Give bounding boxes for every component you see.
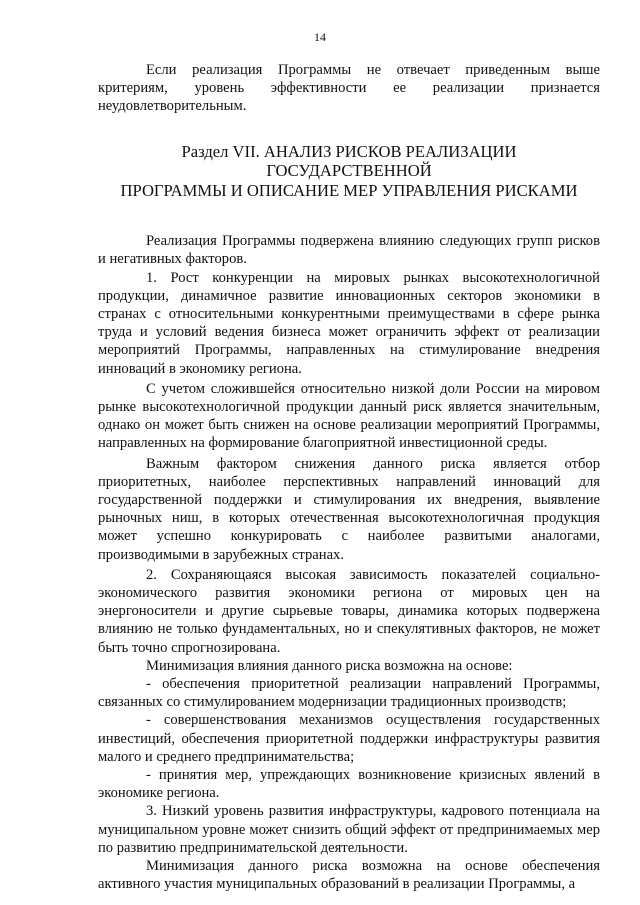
paragraph: Минимизация влияния данного риска возможна на основе:	[146, 657, 513, 674]
paragraph: Минимизация данного риска возможна на основе обеспечения активного участия муниципальных образований в реализации Программы, а	[98, 858, 600, 893]
list-item: - обеспечения приоритетной реализации направлений Программы, связанных со стимулированием модернизации традиционных производств;	[98, 675, 600, 711]
paragraph: 1. Рост конкуренции на мировых рынках высокотехнологичной продукции, динамичное развитие инновационных секторов экономики в странах с относительными конкурентными преимуществами в сфере рынка труда и условий ведения бизнеса может ограничить эффект от реализации мероприятий Программы, направленных на стимулирование внедрения инноваций в экономику региона.	[98, 269, 600, 377]
section-heading-line: ПРОГРАММЫ И ОПИСАНИЕ МЕР УПРАВЛЕНИЯ РИСКАМИ	[120, 180, 578, 200]
paragraph: 3. Низкий уровень развития инфраструктуры, кадрового потенциала на муниципальном уровне может снизить общий эффект от предпринимаемых мер по развитию предпринимательской деятельности.	[98, 803, 600, 856]
document-body	[98, 61, 600, 893]
paragraph: 2. Сохраняющаяся высокая зависимость показателей социально-экономического развития экономики региона от мировых цен на энергоносители и другие сырьевые товары, динамика которых подвержена влиянию не только фундаментальных, но и спекулятивных факторов, не может быть точно спрогнозирована.	[98, 566, 600, 656]
paragraph: Важным фактором снижения данного риска является отбор приоритетных, наиболее перспективных направлений инноваций для государственной поддержки и стимулирования их внедрения, выявление рыночных ниш, в которых отечественная высокотехнологичная продукция может успешно конкурировать с наиболее развитыми аналогами, производимыми в зарубежных странах.	[98, 455, 600, 563]
section-heading-line: ГОСУДАРСТВЕННОЙ	[266, 161, 432, 181]
intro-paragraph: Если реализация Программы не отвечает приведенным выше критериям, уровень эффективности ее реализации признается неудовлетворительным.	[98, 62, 600, 115]
paragraph: С учетом сложившейся относительно низкой доли России на мировом рынке высокотехнологичной продукции данный риск является значительным, однако он может быть снижен на основе реализации мероприятий Программы, направленных на формирование благоприятной инвестиционной среды.	[98, 380, 600, 452]
list-item: - совершенствования механизмов осуществления государственных инвестиций, обеспечения приоритетной поддержки инфраструктуры развития малого и среднего предпринимательства;	[98, 712, 600, 765]
page-number: 14	[314, 30, 326, 44]
list-item: - принятия мер, упреждающих возникновение кризисных явлений в экономике региона.	[98, 767, 600, 802]
section-heading-line: Раздел VII. АНАЛИЗ РИСКОВ РЕАЛИЗАЦИИ	[181, 141, 517, 161]
paragraph: Реализация Программы подвержена влиянию следующих групп рисков и негативных факторов.	[98, 233, 600, 268]
section-heading	[98, 142, 600, 201]
